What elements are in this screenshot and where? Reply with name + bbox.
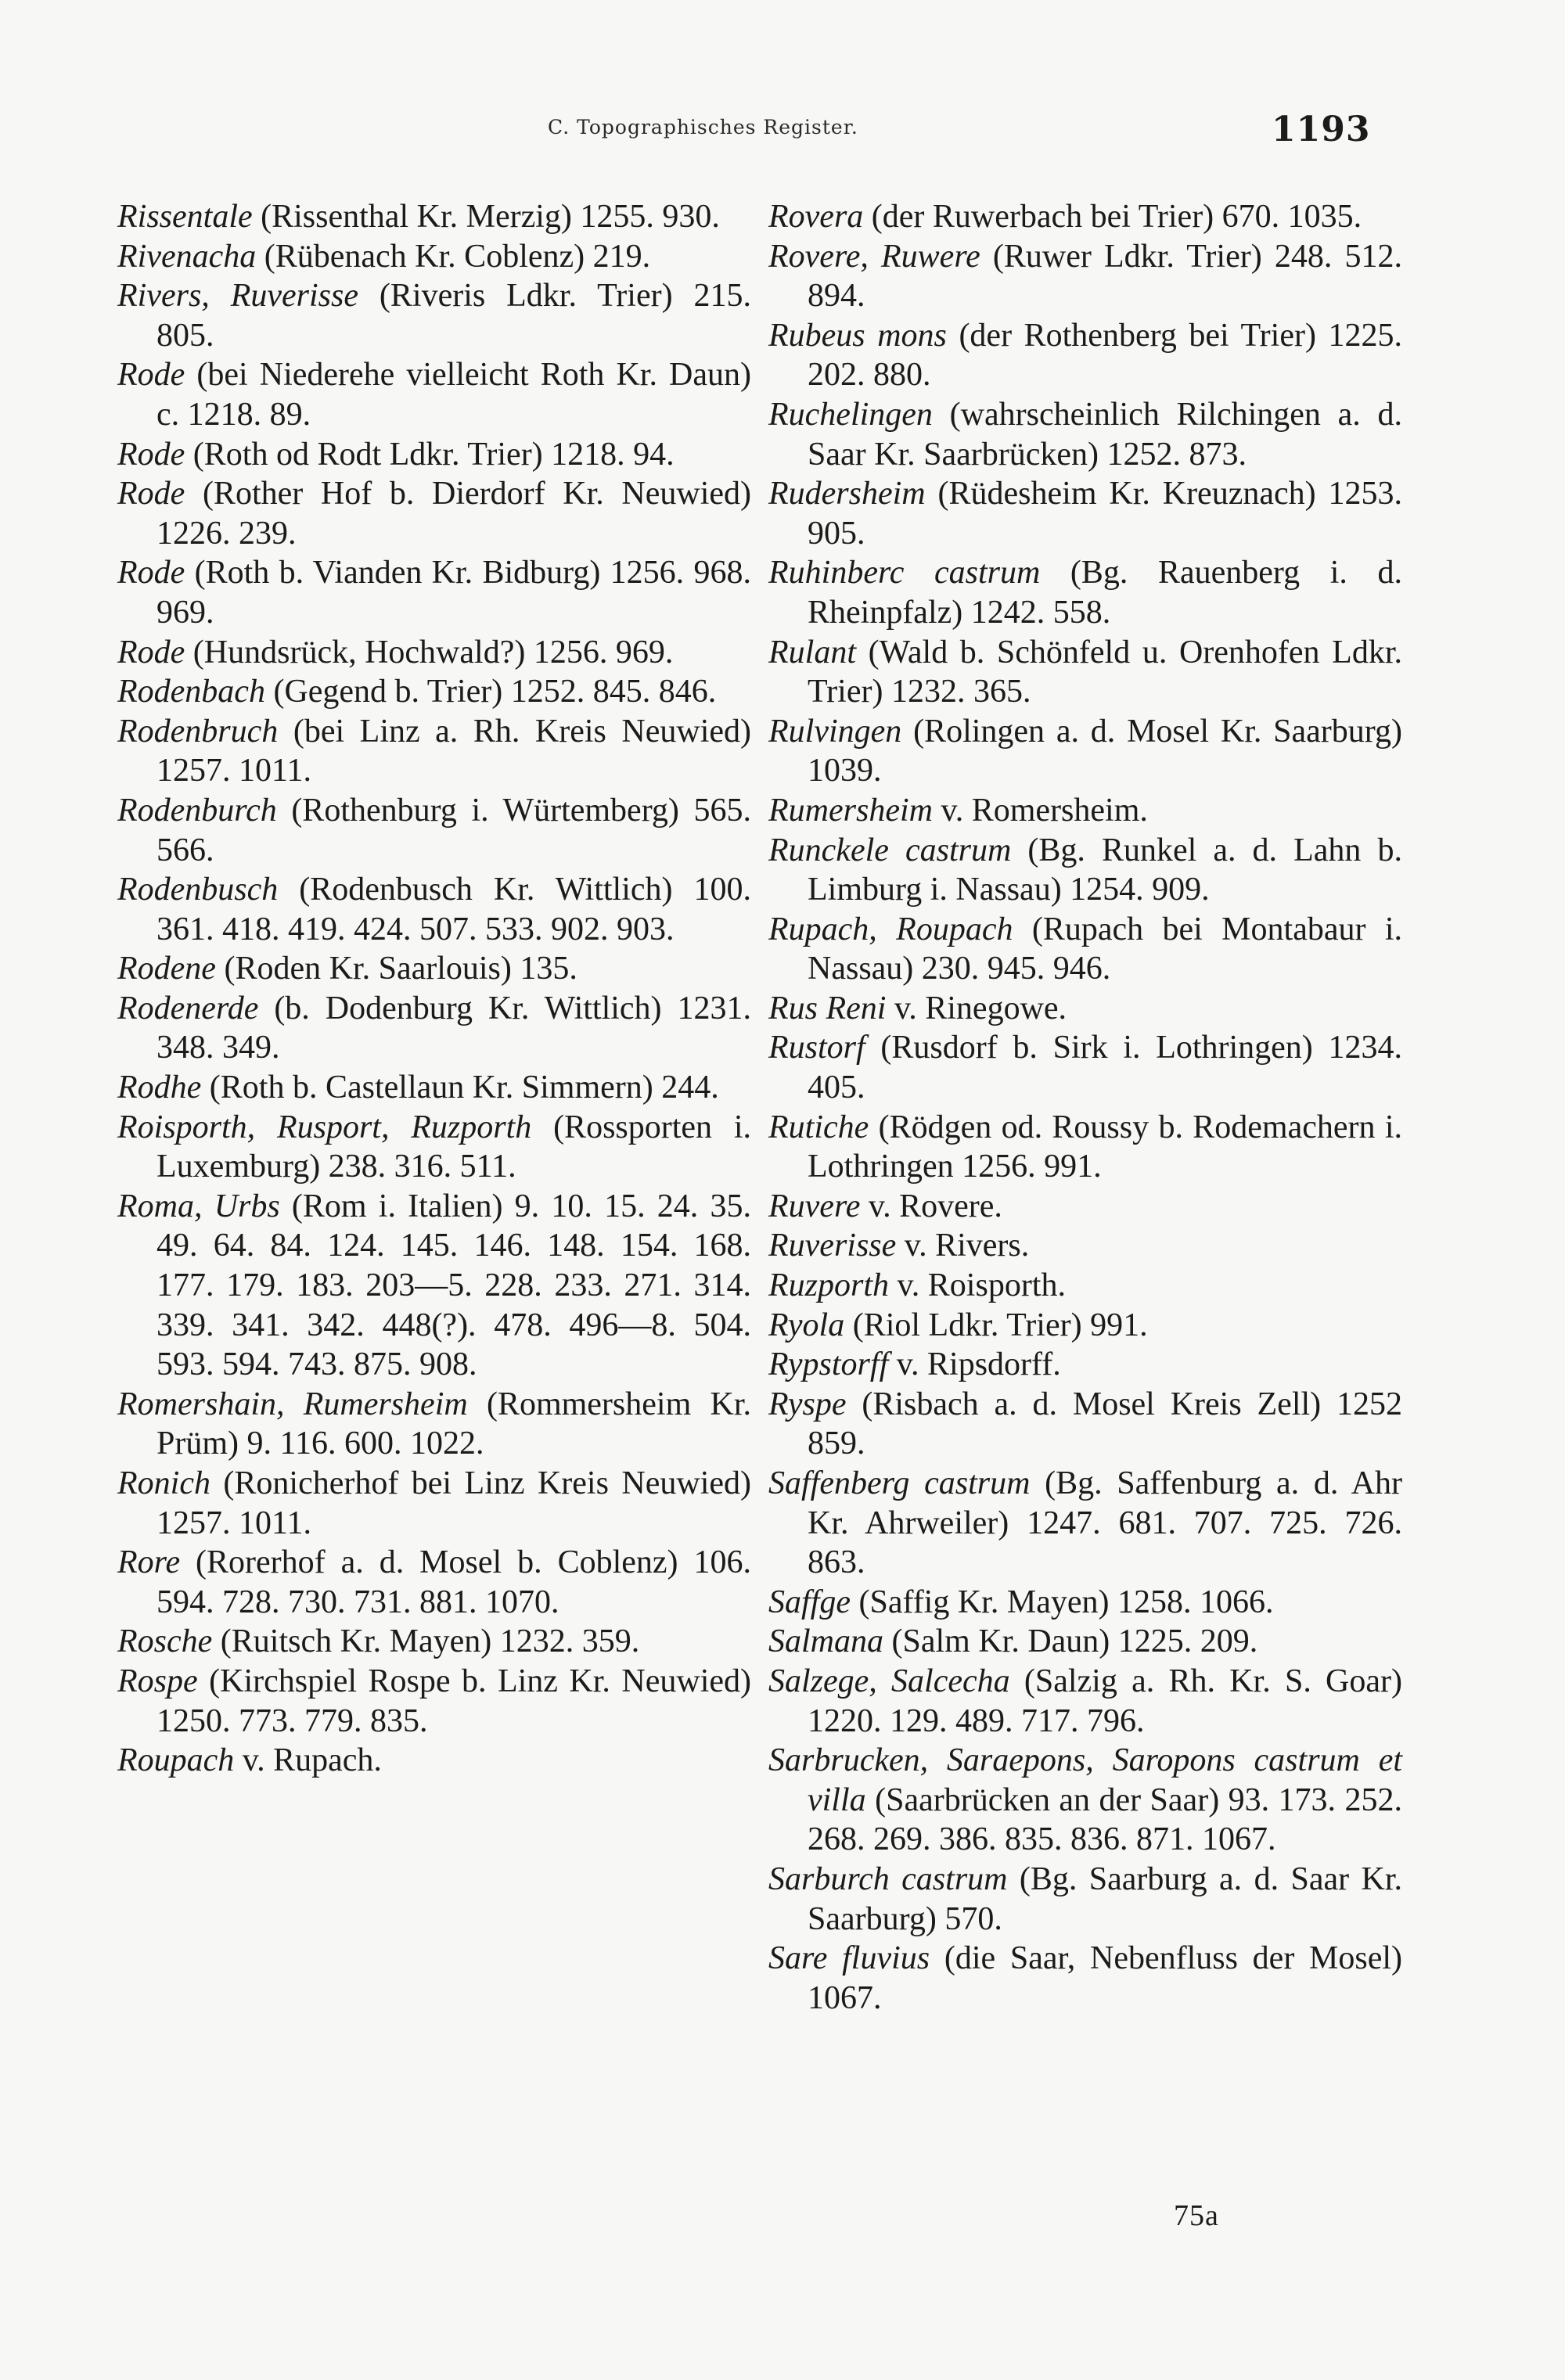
register-entry (117, 791, 751, 870)
entry-term: Roisporth, Rusport, Ruzporth (117, 1109, 532, 1145)
entry-term: Rode (117, 476, 185, 512)
register-entry (768, 1464, 1402, 1583)
register-entry (768, 1583, 1402, 1623)
entry-text: (Rorerhof a. d. Mosel b. Coblenz) 106. 594. 728. 730. 731. 881. 1070. (156, 1544, 751, 1620)
entry-term: Rodenerde (117, 990, 259, 1026)
entry-term: Rodenburch (117, 792, 277, 829)
register-entry (768, 1860, 1402, 1939)
register-entry (117, 1385, 751, 1464)
entry-text: (bei Niederehe vielleicht Roth Kr. Daun) c. 1218. 89. (156, 357, 751, 433)
entry-text: (Salzig a. Rh. Kr. S. Goar) 1220. 129. 489. 717. 796. (808, 1663, 1402, 1739)
entry-text: (Kirchspiel Rospe b. Linz Kr. Neuwied) 1250. 773. 779. 835. (156, 1663, 751, 1739)
entry-text: (Rüdesheim Kr. Kreuznach) 1253. 905. (808, 476, 1402, 552)
entry-term: Rosche (117, 1623, 213, 1660)
entry-text: (Rossporten i. Luxemburg) 238. 316. 511. (156, 1109, 751, 1185)
entry-text: (Risbach a. d. Mosel Kreis Zell) 1252 859. (808, 1386, 1402, 1462)
entry-term: Ryola (768, 1307, 845, 1343)
entry-text: (die Saar, Nebenfluss der Mosel) 1067. (808, 1940, 1402, 2016)
register-entry (768, 831, 1402, 910)
entry-text: (b. Dodenburg Kr. Wittlich) 1231. 348. 349. (156, 990, 751, 1066)
entry-text: (Rübenach Kr. Coblenz) 219. (256, 238, 651, 275)
entry-text: (Roth b. Vianden Kr. Bidburg) 1256. 968. 969. (156, 555, 751, 631)
register-entry (117, 1464, 751, 1543)
register-entry (768, 316, 1402, 395)
register-entry (117, 553, 751, 632)
entry-term: Rivenacha (117, 238, 257, 275)
entry-term: Saffenberg castrum (768, 1465, 1031, 1501)
register-entry (768, 910, 1402, 989)
entry-text: (Riol Ldkr. Trier) 991. (844, 1307, 1148, 1343)
register-entry (768, 1662, 1402, 1741)
register-entry (768, 791, 1402, 831)
register-entry (117, 949, 751, 989)
entry-text: v. Rivers. (896, 1228, 1030, 1264)
entry-text: (Saffig Kr. Mayen) 1258. 1066. (850, 1584, 1274, 1620)
entry-text: (Ruitsch Kr. Mayen) 1232. 359. (212, 1623, 640, 1660)
register-entry (117, 474, 751, 553)
register-entry (117, 197, 751, 237)
register-entry (117, 435, 751, 475)
entry-text: (Bg. Saarburg a. d. Saar Kr. Saarburg) 570. (808, 1860, 1402, 1937)
entry-term: Ronich (117, 1465, 210, 1501)
entry-text: (Bg. Rauenberg i. d. Rheinpfalz) 1242. 558. (808, 555, 1402, 631)
register-entry (117, 276, 751, 355)
entry-term: Rudersheim (768, 476, 926, 512)
entry-term: Rypstorff (768, 1346, 889, 1383)
entry-text: v. Ripsdorff. (888, 1346, 1061, 1383)
register-entry (117, 1068, 751, 1108)
register-entry (117, 712, 751, 791)
entry-term: Sare fluvius (768, 1940, 930, 1977)
entry-text: (der Rothenberg bei Trier) 1225. 202. 880. (808, 317, 1402, 394)
register-entry (117, 1622, 751, 1662)
entry-term: Rubeus mons (768, 317, 947, 354)
entry-text: (Hundsrück, Hochwald?) 1256. 969. (185, 634, 674, 670)
register-entry (768, 1385, 1402, 1464)
page-number: 1193 (1272, 110, 1371, 149)
entry-text: v. Rovere. (860, 1188, 1002, 1224)
entry-text: (Ronicherhof bei Linz Kreis Neuwied) 1257. 1011. (156, 1465, 751, 1541)
register-entry (768, 237, 1402, 316)
entry-term: Rode (117, 357, 185, 394)
entry-term: Salzege, Salcecha (768, 1663, 1010, 1699)
entry-term: Rodenbusch (117, 872, 279, 908)
signature-mark: 75a (1174, 2199, 1219, 2232)
entry-term: Sarbrucken, Saraepons, Saropons castrum et villa (768, 1742, 1402, 1818)
register-entry (768, 1187, 1402, 1227)
entry-term: Rode (117, 436, 185, 473)
entry-text: (Riveris Ldkr. Trier) 215. 805. (156, 278, 751, 354)
entry-text: (Rommersheim Kr. Prüm) 9. 116. 600. 1022. (156, 1386, 751, 1462)
register-entry (768, 1306, 1402, 1346)
entry-text: (bei Linz a. Rh. Kreis Neuwied) 1257. 1011. (156, 713, 751, 789)
register-entry (117, 989, 751, 1068)
entry-term: Ruhinberc castrum (768, 555, 1041, 591)
entry-term: Ruchelingen (768, 396, 933, 433)
entry-term: Saffge (768, 1584, 851, 1620)
entry-text: (Roth od Rodt Ldkr. Trier) 1218. 94. (185, 436, 675, 473)
entry-text: v. Romersheim. (932, 792, 1148, 829)
entry-term: Rissentale (117, 199, 253, 235)
left-column (117, 197, 751, 1781)
entry-text: (Rothenburg i. Würtemberg) 565. 566. (156, 792, 751, 868)
entry-term: Rodenbruch (117, 713, 279, 750)
entry-term: Rivers, Ruverisse (117, 278, 358, 315)
entry-term: Salmana (768, 1623, 883, 1660)
register-entry (768, 989, 1402, 1029)
entry-text: (wahrscheinlich Rilchingen a. d. Saar Kr. Saarbrücken) 1252. 873. (808, 396, 1402, 473)
entry-term: Ruzporth (768, 1267, 890, 1304)
entry-text: (Saarbrücken an der Saar) 93. 173. 252. 268. 269. 386. 835. 836. 871. 1067. (808, 1781, 1402, 1858)
entry-term: Rulant (768, 634, 856, 670)
entry-term: Rodhe (117, 1070, 202, 1106)
entry-term: Rodenbach (117, 674, 265, 710)
entry-text: (Rother Hof b. Dierdorf Kr. Neuwied) 1226. 239. (156, 476, 751, 552)
entry-text: (Rissenthal Kr. Merzig) 1255. 930. (252, 199, 720, 235)
entry-term: Rustorf (768, 1030, 865, 1066)
entry-text: (Ruwer Ldkr. Trier) 248. 512. 894. (808, 238, 1402, 315)
entry-text: v. Rinegowe. (886, 990, 1067, 1026)
entry-text: (Gegend b. Trier) 1252. 845. 846. (264, 674, 717, 710)
register-entry (768, 1266, 1402, 1306)
register-entry (768, 197, 1402, 237)
entry-term: Rovera (768, 199, 864, 235)
entry-text: (Rolingen a. d. Mosel Kr. Saarburg) 1039. (808, 713, 1402, 789)
entry-term: Runckele castrum (768, 832, 1012, 868)
register-entry (768, 395, 1402, 474)
register-entry (117, 633, 751, 673)
register-entry (117, 1108, 751, 1187)
entry-term: Rutiche (768, 1109, 869, 1145)
register-entry (117, 1662, 751, 1741)
register-entry (768, 1622, 1402, 1662)
register-entry (768, 1939, 1402, 2018)
entry-text: (Rodenbusch Kr. Wittlich) 100. 361. 418. 419. 424. 507. 533. 902. 903. (156, 872, 751, 947)
entry-text: (Rusdorf b. Sirk i. Lothringen) 1234. 405. (808, 1030, 1402, 1106)
entry-text: (Roden Kr. Saarlouis) 135. (215, 951, 577, 987)
entry-text: v. Rupach. (234, 1742, 382, 1779)
register-entry (117, 672, 751, 712)
entry-term: Rore (117, 1544, 181, 1581)
entry-text: v. Roisporth. (889, 1267, 1066, 1304)
entry-term: Rospe (117, 1663, 198, 1699)
running-title: C. Topographisches Register. (548, 116, 858, 138)
register-entry (768, 1226, 1402, 1266)
entry-term: Rovere, Ruwere (768, 238, 980, 275)
entry-text: (Bg. Saffenburg a. d. Ahr Kr. Ahrweiler) 1247. 681. 707. 725. 726. 863. (808, 1465, 1402, 1581)
register-entry (768, 1108, 1402, 1187)
register-entry (117, 237, 751, 277)
entry-term: Rode (117, 555, 185, 591)
register-entry (117, 870, 751, 949)
entry-term: Rus Reni (768, 990, 887, 1026)
entry-term: Rupach, Roupach (768, 911, 1013, 947)
register-entry (117, 1543, 751, 1622)
register-entry (768, 1741, 1402, 1860)
entry-term: Rulvingen (768, 713, 902, 750)
register-entry (768, 1028, 1402, 1107)
entry-term: Ruverisse (768, 1228, 897, 1264)
entry-term: Romershain, Rumersheim (117, 1386, 468, 1422)
entry-text: (Roth b. Castellaun Kr. Simmern) 244. (201, 1070, 719, 1106)
entry-text: (Wald b. Schönfeld u. Orenhofen Ldkr. Trier) 1232. 365. (808, 634, 1402, 710)
register-entry (117, 355, 751, 434)
entry-term: Roma, Urbs (117, 1188, 280, 1224)
entry-text: (Bg. Runkel a. d. Lahn b. Limburg i. Nassau) 1254. 909. (808, 832, 1402, 908)
entry-term: Rumersheim (768, 792, 933, 829)
register-entry (768, 633, 1402, 712)
register-entry (768, 474, 1402, 553)
entry-term: Ryspe (768, 1386, 847, 1422)
entry-term: Rodene (117, 951, 216, 987)
register-entry (768, 1345, 1402, 1385)
entry-term: Ruvere (768, 1188, 861, 1224)
entry-text: (Salm Kr. Daun) 1225. 209. (883, 1623, 1258, 1660)
register-entry (117, 1187, 751, 1385)
register-entry (117, 1741, 751, 1781)
entry-text: (Rödgen od. Roussy b. Rodemachern i. Lothringen 1256. 991. (808, 1109, 1402, 1185)
entry-term: Sarburch castrum (768, 1860, 1008, 1897)
right-column (768, 197, 1402, 2018)
register-entry (768, 712, 1402, 791)
entry-text: (der Ruwerbach bei Trier) 670. 1035. (863, 199, 1362, 235)
register-entry (768, 553, 1402, 632)
entry-term: Roupach (117, 1742, 235, 1779)
entry-text: (Rupach bei Montabaur i. Nassau) 230. 945. 946. (808, 911, 1403, 987)
entry-text: (Rom i. Italien) 9. 10. 15. 24. 35. 49. 64. 84. 124. 145. 146. 148. 154. 168. 177. 179. 183. 203—5. 228. 233. 271. 314. 339. 341. 342. 448(?). 478. 496—8. 504. 593. 594. 743. 875. 908. (156, 1188, 751, 1383)
entry-term: Rode (117, 634, 185, 670)
